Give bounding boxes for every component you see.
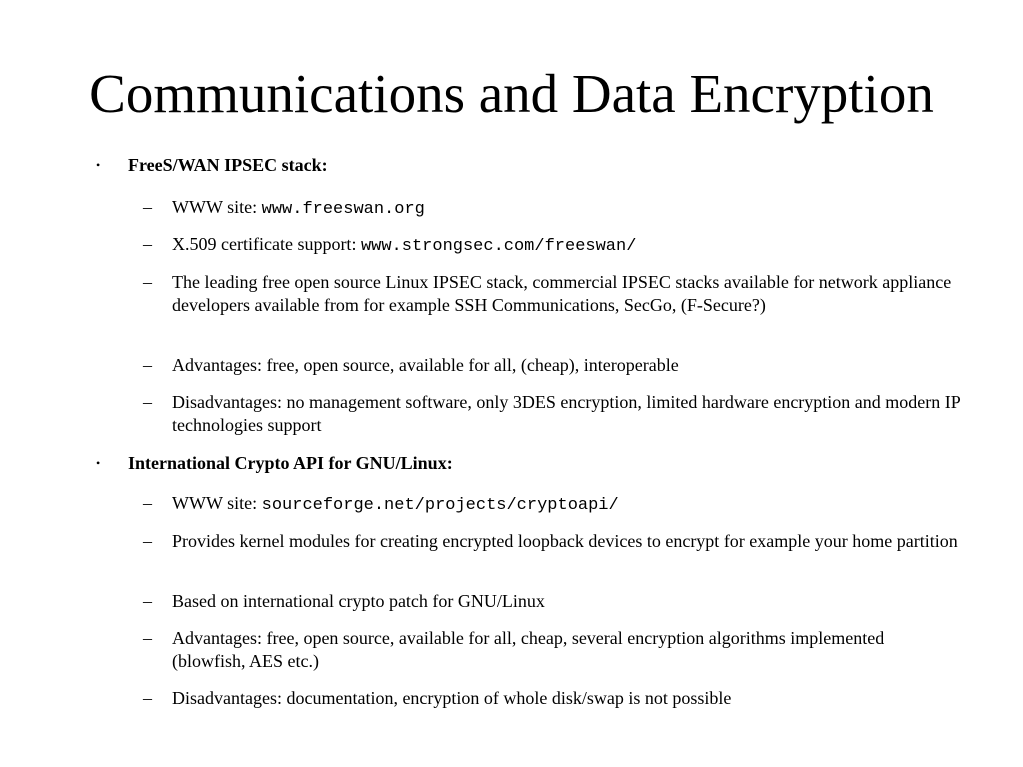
item-prefix: WWW site: (172, 493, 262, 513)
item-text: The leading free open source Linux IPSEC stack, commercial IPSEC stacks available for network appliance developers available from for example SSH Communications, SecGo, (F-Secure?) (172, 272, 952, 315)
item-text: Advantages: free, open source, available for all, cheap, several encryption algorithms implemented (blowfish, AES etc.) (172, 628, 885, 671)
section-heading-text: FreeS/WAN IPSEC stack: (128, 155, 328, 175)
dash-icon: – (143, 234, 152, 254)
slide-title: Communications and Data Encryption (89, 63, 934, 124)
list-item-cryptoapi-site (143, 492, 962, 517)
dash-icon: – (143, 531, 152, 551)
list-item-advantages-freeswan (143, 354, 962, 377)
item-text: Based on international crypto patch for GNU/Linux (172, 591, 545, 611)
list-item-freeswan-site (143, 196, 962, 221)
list-item-disadvantages-cryptoapi (143, 687, 962, 710)
section-heading-cryptoapi (96, 452, 958, 475)
section-heading-freeswan (96, 154, 958, 177)
list-item-disadvantages-freeswan (143, 391, 962, 437)
dash-icon: – (143, 197, 152, 217)
item-prefix: X.509 certificate support: (172, 234, 361, 254)
item-text: Disadvantages: documentation, encryption of whole disk/swap is not possible (172, 688, 732, 708)
dash-icon: – (143, 591, 152, 611)
section-heading-text: International Crypto API for GNU/Linux: (128, 453, 453, 473)
dash-icon: – (143, 628, 152, 648)
bullet-icon: • (96, 456, 101, 470)
bullet-icon: • (96, 158, 101, 172)
item-text: Advantages: free, open source, available for all, (cheap), interoperable (172, 355, 679, 375)
item-prefix: WWW site: (172, 197, 262, 217)
sourceforge-url-link[interactable]: sourceforge.net/projects/cryptoapi/ (261, 496, 619, 515)
list-item-advantages-cryptoapi (143, 627, 962, 673)
dash-icon: – (143, 493, 152, 513)
dash-icon: – (143, 688, 152, 708)
freeswan-url-link[interactable]: www.freeswan.org (261, 200, 425, 219)
dash-icon: – (143, 272, 152, 292)
dash-icon: – (143, 392, 152, 412)
list-item-leading-stack (143, 271, 962, 317)
dash-icon: – (143, 355, 152, 375)
strongsec-url-link[interactable]: www.strongsec.com/freeswan/ (360, 237, 637, 256)
list-item-kernel-modules (143, 530, 962, 553)
list-item-x509-support (143, 233, 962, 258)
item-text: Provides kernel modules for creating encrypted loopback devices to encrypt for example your home partition (172, 531, 958, 551)
item-text: Disadvantages: no management software, only 3DES encryption, limited hardware encryption and modern IP technologies support (172, 392, 961, 435)
list-item-crypto-patch (143, 590, 962, 613)
